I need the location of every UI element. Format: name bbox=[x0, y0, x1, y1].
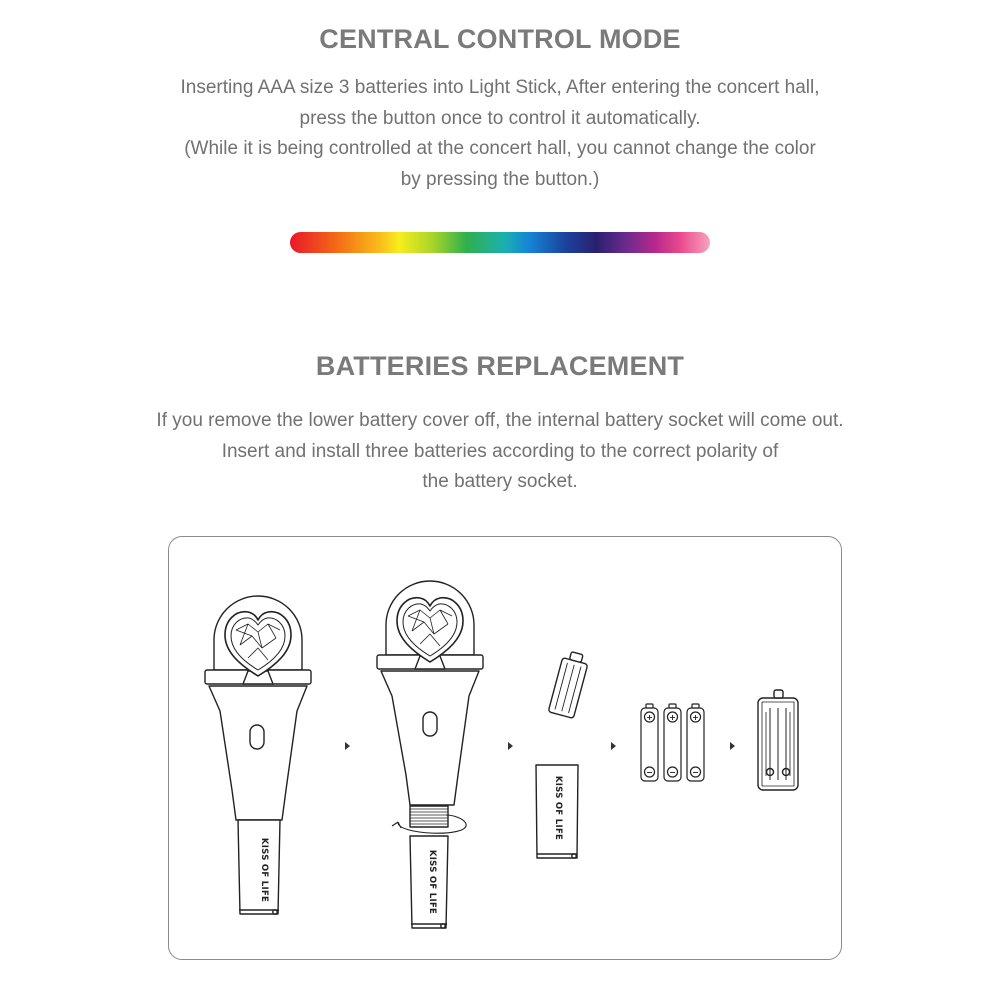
step-arrow-icon-4 bbox=[730, 742, 735, 750]
batteries-replacement-title: BATTERIES REPLACEMENT bbox=[315, 351, 685, 381]
battery-cover-brand-label: KISS OF LIFE bbox=[553, 775, 563, 841]
lightstick-brand-label-2: KISS OF LIFE bbox=[427, 849, 437, 915]
plus-symbol-1: + bbox=[646, 713, 653, 722]
battery-socket-loaded-icon bbox=[758, 690, 798, 790]
central-line-3: (While it is being controlled at the concert hall, you cannot change the color bbox=[184, 138, 816, 159]
step-arrow-icon-1 bbox=[345, 742, 350, 750]
plus-symbol-2: + bbox=[669, 713, 676, 722]
central-line-4: by pressing the button.) bbox=[400, 168, 600, 190]
central-line-1: Inserting AAA size 3 batteries into Light Stick, After entering the concert hall, bbox=[180, 77, 820, 98]
central-line-2: press the button once to control it automatically. bbox=[299, 107, 701, 129]
minus-symbol-2: − bbox=[669, 768, 676, 777]
minus-symbol-1: − bbox=[646, 768, 653, 777]
lightstick-brand-label-1: KISS OF LIFE bbox=[259, 837, 269, 903]
batteries-line-3: the battery socket. bbox=[422, 471, 578, 492]
lightstick-assembled-icon bbox=[205, 596, 311, 914]
plus-symbol-3: + bbox=[692, 713, 699, 722]
batteries-line-2: Insert and install three batteries according to the correct polarity of bbox=[221, 440, 779, 462]
step-arrow-icon-3 bbox=[611, 742, 616, 750]
step-arrow-icon-2 bbox=[508, 742, 513, 750]
batteries-line-1: If you remove the lower battery cover off, the internal battery socket will come out. bbox=[156, 410, 844, 431]
minus-symbol-3: − bbox=[692, 768, 699, 777]
central-control-title: CENTRAL CONTROL MODE bbox=[319, 24, 681, 54]
